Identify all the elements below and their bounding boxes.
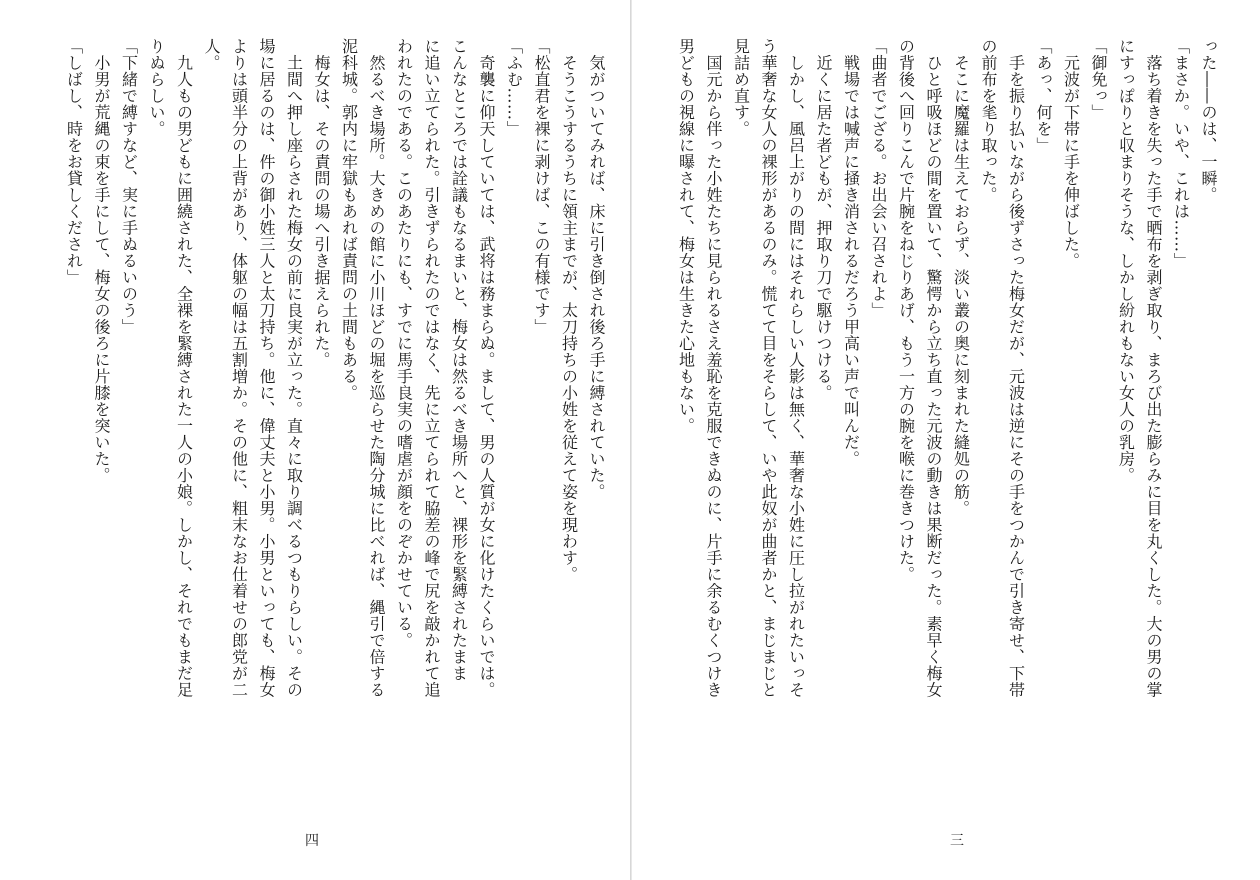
- text-line: りぬらしい。: [147, 38, 166, 137]
- page-number-left: 四: [305, 833, 319, 849]
- text-line: 落ち着きを失った手で晒布を剥ぎ取り、まろび出た膨らみに目を丸くした。大の男の掌: [1144, 38, 1163, 698]
- text-line: 男どもの視線に曝されて、梅女は生きた心地もない。: [676, 38, 696, 434]
- text-line: 「まさか。いや、これは……」: [1171, 38, 1191, 269]
- text-line: 「下緒で縛すなど、実に手ぬるいのう」: [119, 38, 139, 335]
- right-page: [632, 0, 1260, 880]
- text-line: う華奢な女人の裸形があるのみ。慌てて目をそらして、いや此奴が曲者かと、まじまじと: [759, 38, 778, 698]
- page-number-right: 三: [950, 833, 964, 849]
- text-line: 然るべき場所。大きめの館に小川ほどの堀を巡らせた陶分城に比べれば、縄引で倍する: [367, 38, 386, 698]
- text-line: 「しばし、時をお貸しくだされ」: [64, 38, 84, 286]
- text-line: しかし、風呂上がりの間にはそれらしい人影は無く、華奢な小姓に圧し拉がれたいっそ: [786, 38, 806, 698]
- text-line: そこに魔羅は生えておらず、淡い叢の奥に刻まれた縫処の筋。: [951, 38, 971, 517]
- text-line: 人。: [202, 38, 221, 71]
- text-line: 元波が下帯に手を伸ばした。: [1061, 38, 1081, 269]
- text-line: 近くに居た者どもが、押取り刀で駆けつける。: [814, 38, 833, 401]
- text-line: にすっぽりと収まりそうな、しかし紛れもない女人の乳房。: [1116, 38, 1136, 484]
- text-line: の背後へ回りこんで片腕をねじりあげ、もう一方の腕を喉に巻きつけた。: [896, 38, 916, 583]
- text-line: そうこうするうちに領主までが、太刀持ちの小姓を従えて姿を現わす。: [559, 38, 579, 583]
- text-line: 泥科城。郭内に牢獄もあれば責問の土間もある。: [339, 38, 359, 401]
- text-line: 場に居るのは、件の御小姓三人と太刀持ち。他に、偉丈夫と小男。小男といっても、梅女: [257, 38, 276, 698]
- text-line: 気がついてみれば、床に引き倒され後ろ手に縛されていた。: [587, 38, 606, 500]
- text-line: 手を振り払いながら後ずさった梅女だが、元波は逆にその手をつかんで引き寄せ、下帯: [1006, 38, 1026, 698]
- text-line: 「御免っ」: [1089, 38, 1108, 121]
- text-line: 土間へ押し座らされた梅女の前に良実が立った。直々に取り調べるつもりらしい。その: [284, 38, 304, 698]
- text-line: われたのである。このあたりにも、すでに馬手良実の嗜虐が顔をのぞかせている。: [394, 38, 414, 649]
- text-line: 国元から伴った小姓たちに見られるさえ羞恥を克服できぬのに、片手に余るむくつけき: [704, 38, 723, 698]
- right-page-text: [654, 38, 1222, 738]
- text-line: 小男が荒縄の束を手にして、梅女の後ろに片膝を突いた。: [92, 38, 111, 484]
- text-line: 奇襲に仰天していては、武将は務まらぬ。まして、男の人質が女に化けたくらいでは。: [477, 38, 496, 698]
- text-line: よりは頭半分の上背があり、体躯の幅は五割増か。その他に、粗末なお仕着せの郎党が二: [229, 38, 249, 698]
- text-line: の前布を毟り取った。: [979, 38, 998, 203]
- text-line: に追い立てられた。引きずられたのではなく、先に立てられて脇差の峰で尻を敲かれて追: [422, 38, 441, 698]
- left-page-text: [20, 38, 610, 738]
- text-line: こんなところでは詮議もなるまいと、梅女は然るべき場所へと、裸形を緊縛されたまま: [449, 38, 469, 682]
- text-line: 「ふむ……」: [504, 38, 524, 137]
- text-line: 戦場では喊声に掻き消されるだろう甲高い声で叫んだ。: [841, 38, 861, 467]
- text-line: 九人もの男どもに囲繞された、全裸を緊縛された一人の小娘。しかし、それでもまだ足: [174, 38, 194, 698]
- text-line: 「松直君を裸に剥けば、この有様です」: [532, 38, 551, 335]
- text-line: 見詰め直す。: [731, 38, 751, 137]
- text-line: ひと呼吸ほどの間を置いて、驚愕から立ち直った元波の動きは果断だった。素早く梅女: [924, 38, 943, 698]
- text-line: 梅女は、その責問の場へ引き据えられた。: [312, 38, 331, 368]
- text-line: った――のは、一瞬。: [1199, 38, 1218, 203]
- text-line: 「あっ、何を」: [1034, 38, 1053, 154]
- text-line: 「曲者でござる。お出会い召されよ」: [869, 38, 888, 319]
